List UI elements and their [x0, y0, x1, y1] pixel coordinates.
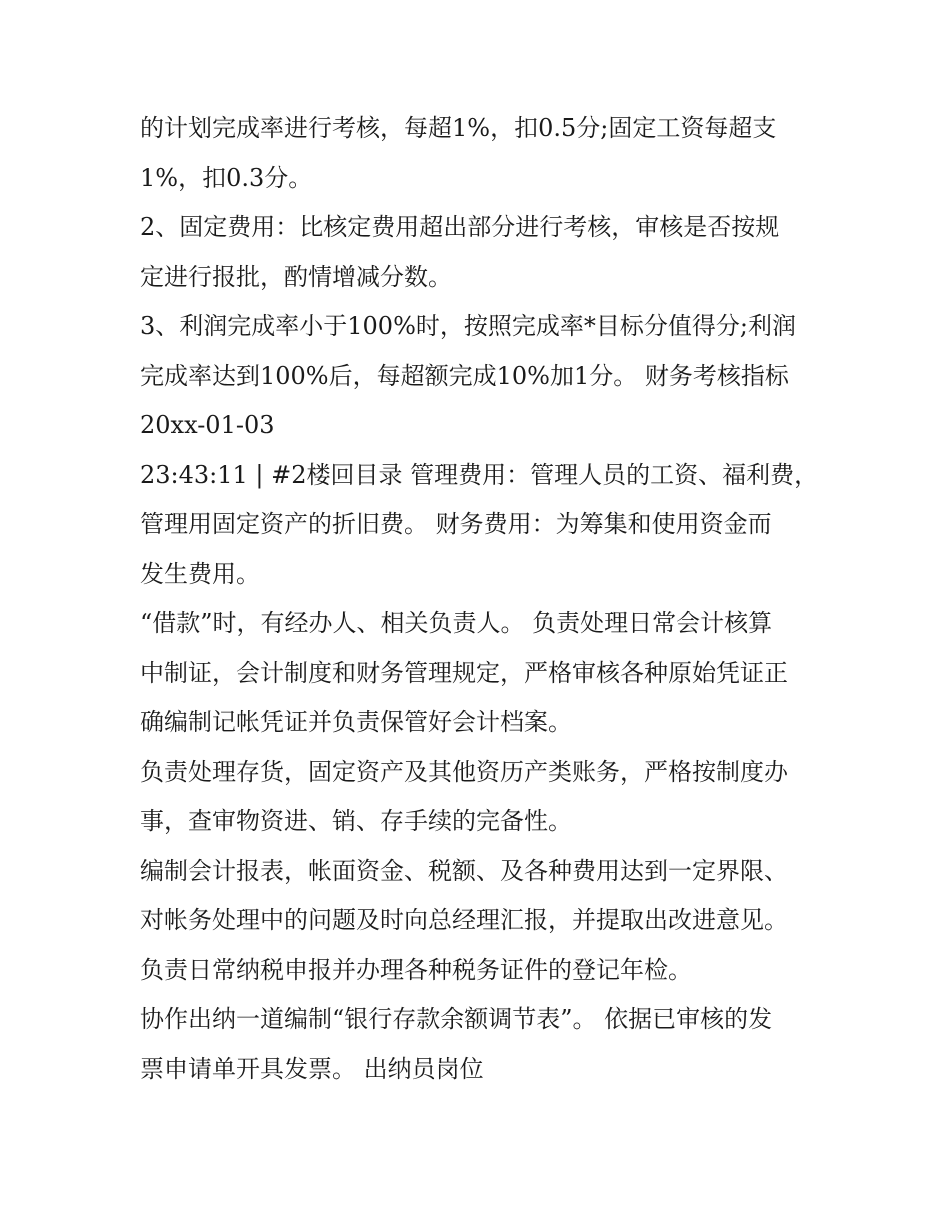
text-line: 发生费用。	[140, 559, 260, 588]
text-line: 负责处理存货，固定资产及其他资历产类账务，严格按制度办	[140, 757, 788, 786]
paragraph-profit-completion	[140, 302, 820, 599]
text-line: 3、利润完成率小于100%时，按照完成率*目标分值得分;利润	[140, 312, 796, 340]
text-line: “借款”时，有经办人、相关负责人。 负责处理日常会计核算	[140, 609, 773, 637]
text-line: 的计划完成率进行考核，每超1%，扣0.5分;固定工资每超支	[140, 114, 777, 142]
text-line: 票申请单开具发票。 出纳员岗位	[140, 1054, 484, 1083]
text-line: 中制证，会计制度和财务管理规定，严格审核各种原始凭证正	[140, 658, 788, 687]
text-line: 负责日常纳税申报并办理各种税务证件的登记年检。	[140, 955, 692, 984]
paragraph-loan-handling	[140, 599, 820, 748]
text-line: 确编制记帐凭证并负责保管好会计档案。	[140, 708, 572, 736]
paragraph-bank-reconciliation	[140, 995, 820, 1094]
paragraph-tax	[140, 946, 820, 996]
paragraph-assessment-rules	[140, 104, 820, 203]
paragraph-reports	[140, 847, 820, 946]
text-line: 2、固定费用：比核定费用超出部分进行考核，审核是否按规	[140, 213, 780, 241]
text-line: 编制会计报表，帐面资金、税额、及各种费用达到一定界限、	[140, 856, 788, 885]
text-line: 管理用固定资产的折旧费。 财务费用：为筹集和使用资金而	[140, 510, 772, 538]
text-line: 23:43:11 | #2楼回目录 管理费用：管理人员的工资、福利费，	[140, 460, 819, 489]
paragraph-fixed-costs	[140, 203, 820, 302]
text-line: 对帐务处理中的问题及时向总经理汇报，并提取出改进意见。	[140, 906, 788, 934]
text-line: 1%，扣0.3分。	[140, 163, 313, 192]
text-line: 定进行报批，酌情增减分数。	[140, 262, 452, 291]
text-line: 完成率达到100%后，每超额完成10%加1分。 财务考核指标	[140, 361, 789, 390]
text-line: 事，查审物资进、销、存手续的完备性。	[140, 807, 572, 835]
paragraph-inventory	[140, 748, 820, 847]
text-line: 20xx-01-03	[140, 411, 275, 439]
document-body	[140, 104, 820, 1094]
text-line: 协作出纳一道编制“银行存款余额调节表”。 依据已审核的发	[140, 1005, 773, 1033]
